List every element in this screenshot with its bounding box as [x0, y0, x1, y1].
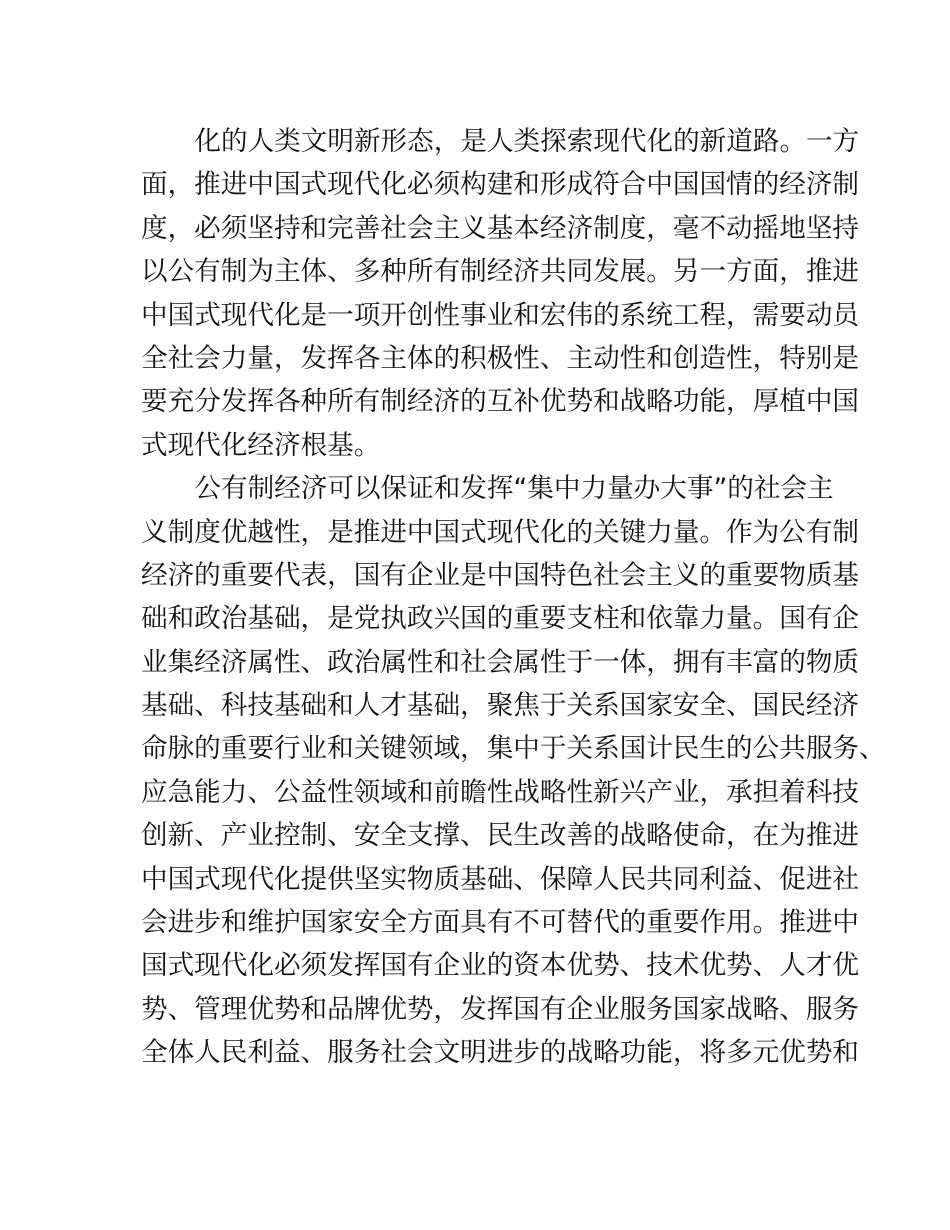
text-line: 础和政治基础，是党执政兴国的重要支柱和依靠力量。国有企 — [141, 603, 860, 635]
text-line: 业集经济属性、政治属性和社会属性于一体，拥有丰富的物质 — [141, 646, 860, 678]
text-line: 应急能力、公益性领域和前瞻性战略性新兴产业，承担着科技 — [141, 776, 860, 808]
text-line: 公有制经济可以保证和发挥“集中力量办大事”的社会主 — [194, 473, 834, 505]
text-line: 中国式现代化提供坚实物质基础、保障人民共同利益、促进社 — [141, 863, 860, 895]
text-line: 全社会力量，发挥各主体的积极性、主动性和创造性，特别是 — [141, 342, 860, 374]
text-line: 要充分发挥各种所有制经济的互补优势和战略功能，厚植中国 — [141, 386, 860, 418]
paragraph-1 — [141, 120, 860, 467]
text-line: 度，必须坚持和完善社会主义基本经济制度，毫不动摇地坚持 — [141, 212, 860, 244]
text-line: 势、管理优势和品牌优势，发挥国有企业服务国家战略、服务 — [141, 993, 860, 1025]
text-line: 中国式现代化是一项开创性事业和宏伟的系统工程，需要动员 — [141, 299, 860, 331]
text-line: 基础、科技基础和人才基础，聚焦于关系国家安全、国民经济 — [141, 690, 860, 722]
text-line: 命脉的重要行业和关键领域，集中于关系国计民生的公共服务、 — [141, 733, 886, 765]
text-line: 面，推进中国式现代化必须构建和形成符合中国国情的经济制 — [141, 169, 860, 201]
text-line: 义制度优越性，是推进中国式现代化的关键力量。作为公有制 — [141, 516, 860, 548]
body-text — [141, 120, 886, 1075]
text-line: 式现代化经济根基。 — [141, 429, 381, 461]
text-line: 经济的重要代表，国有企业是中国特色社会主义的重要物质基 — [141, 559, 860, 591]
text-line: 创新、产业控制、安全支撑、民生改善的战略使命，在为推进 — [141, 820, 860, 852]
text-line: 国式现代化必须发挥国有企业的资本优势、技术优势、人才优 — [141, 950, 860, 982]
text-line: 会进步和维护国家安全方面具有不可替代的重要作用。推进中 — [141, 907, 860, 939]
text-line: 化的人类文明新形态，是人类探索现代化的新道路。一方 — [194, 126, 860, 157]
text-line: 以公有制为主体、多种所有制经济共同发展。另一方面，推进 — [141, 256, 860, 288]
text-line: 全体人民利益、服务社会文明进步的战略功能，将多元优势和 — [141, 1037, 860, 1069]
paragraph-2 — [141, 467, 886, 1074]
